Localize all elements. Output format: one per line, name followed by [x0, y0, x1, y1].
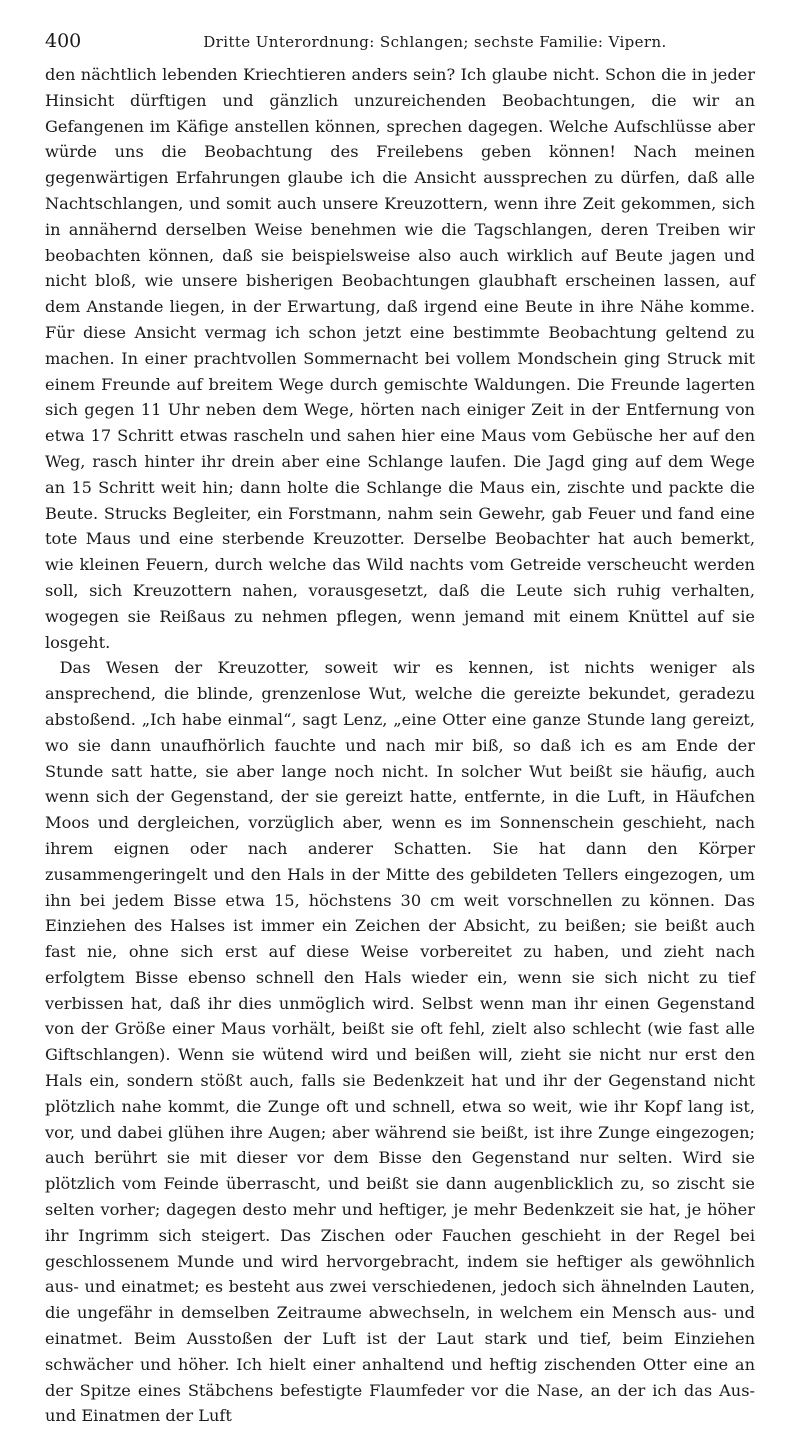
- page-header: [45, 30, 755, 60]
- paragraph-2: Das Wesen der Kreuzotter, soweit wir es kennen, ist nichts weniger als ansprechend, die blinde, grenzenlose Wut, welche die gereizte bekundet, geradezu abstoßend. „Ich habe einmal“, sagt Lenz, „eine Otter eine ganze Stunde lang gereizt, wo sie dann unaufhörlich fauchte und nach mir biß, so daß ich es am Ende der Stunde satt hatte, sie aber lange noch nicht. In solcher Wut beißt sie häufig, auch wenn sich der Gegenstand, der sie gereizt hatte, entfernte, in die Luft, in Häufchen Moos und dergleichen, vorzüglich aber, wenn es im Sonnenschein geschieht, nach ihrem eignen oder nach anderer Schatten. Sie hat dann den Körper zusammengeringelt und den Hals in der Mitte des gebildeten Tellers eingezogen, um ihn bei jedem Bisse etwa 15, höchstens 30 cm weit vorschnellen zu können. Das Einziehen des Halses ist immer ein Zeichen der Absicht, zu beißen; sie beißt auch fast nie, ohne sich erst auf diese Weise vorbereitet zu haben, und zieht nach erfolgtem Bisse ebenso schnell den Hals wieder ein, wenn sie sich nicht zu tief verbissen hat, daß ihr dies unmöglich wird. Selbst wenn man ihr einen Gegenstand von der Größe einer Maus vorhält, beißt sie oft fehl, zielt also schlecht (wie fast alle Giftschlangen). Wenn sie wütend wird und beißen will, zieht sie nicht nur erst den Hals ein, sondern stößt auch, falls sie Bedenkzeit hat und ihr der Gegenstand nicht plötzlich nahe kommt, die Zunge oft und schnell, etwa so weit, wie ihr Kopf lang ist, vor, und dabei glühen ihre Augen; aber während sie beißt, ist ihre Zunge eingezogen; auch berührt sie mit dieser vor dem Bisse den Gegenstand nur selten. Wird sie plötzlich vom Feinde überrascht, und beißt sie dann augenblicklich zu, so zischt sie selten vorher; dagegen desto mehr und heftiger, je mehr Bedenkzeit sie hat, je höher ihr Ingrimm sich steigert. Das Zischen oder Fauchen geschieht in der Regel bei geschlossenem Munde und wird hervorgebracht, indem sie heftiger als gewöhnlich aus- und einatmet; es besteht aus zwei verschiedenen, jedoch sich ähnelnden Lauten, die ungefähr in demselben Zeitraume abwechseln, in welchem ein Mensch aus- und einatmet. Beim Ausstoßen der Luft ist der Laut stark und tief, beim Einziehen schwächer und höher. Ich hielt einer anhaltend und heftig zischenden Otter eine an der Spitze eines Stäbchens befestigte Flaumfeder vor die Nase, an der ich das Aus- und Einatmen der Luft: [45, 658, 755, 1426]
- page-number: 400: [45, 30, 82, 52]
- page-body: [45, 62, 755, 1429]
- running-title: Dritte Unterordnung: Schlangen; sechste Familie: Vipern.: [203, 33, 667, 51]
- paragraph-1: den nächtlich lebenden Kriechtieren anders sein? Ich glaube nicht. Schon die in jeder Hinsicht dürftigen und gänzlich unzureichenden Beobachtungen, die wir an Gefangenen im Käfige anstellen können, sprechen dagegen. Welche Aufschlüsse aber würde uns die Beobachtung des Freilebens geben können! Nach meinen gegenwärtigen Erfahrungen glaube ich die Ansicht aussprechen zu dürfen, daß alle Nachtschlangen, und somit auch unsere Kreuzottern, wenn ihre Zeit gekommen, sich in annähernd derselben Weise benehmen wie die Tagschlangen, deren Treiben wir beobachten können, daß sie beispielsweise also auch wirklich auf Beute jagen und nicht bloß, wie unsere bisherigen Beobachtungen glaubhaft erscheinen lassen, auf dem Anstande liegen, in der Erwartung, daß irgend eine Beute in ihre Nähe komme. Für diese Ansicht vermag ich schon jetzt eine bestimmte Beobachtung geltend zu machen. In einer prachtvollen Sommernacht bei vollem Mondschein ging Struck mit einem Freunde auf breitem Wege durch gemischte Waldungen. Die Freunde lagerten sich gegen 11 Uhr neben dem Wege, hörten nach einiger Zeit in der Entfernung von etwa 17 Schritt etwas rascheln und sahen hier eine Maus vom Gebüsche her auf den Weg, rasch hinter ihr drein aber eine Schlange laufen. Die Jagd ging auf dem Wege an 15 Schritt weit hin; dann holte die Schlange die Maus ein, zischte und packte die Beute. Strucks Begleiter, ein Forstmann, nahm sein Gewehr, gab Feuer und fand eine tote Maus und eine sterbende Kreuzotter. Derselbe Beobachter hat auch bemerkt, wie kleinen Feuern, durch welche das Wild nachts vom Getreide verscheucht werden soll, sich Kreuzottern nahen, vorausgesetzt, daß die Leute sich ruhig verhalten, wogegen sie Reißaus zu nehmen pflegen, wenn jemand mit einem Knüttel auf sie losgeht.: [45, 65, 755, 652]
